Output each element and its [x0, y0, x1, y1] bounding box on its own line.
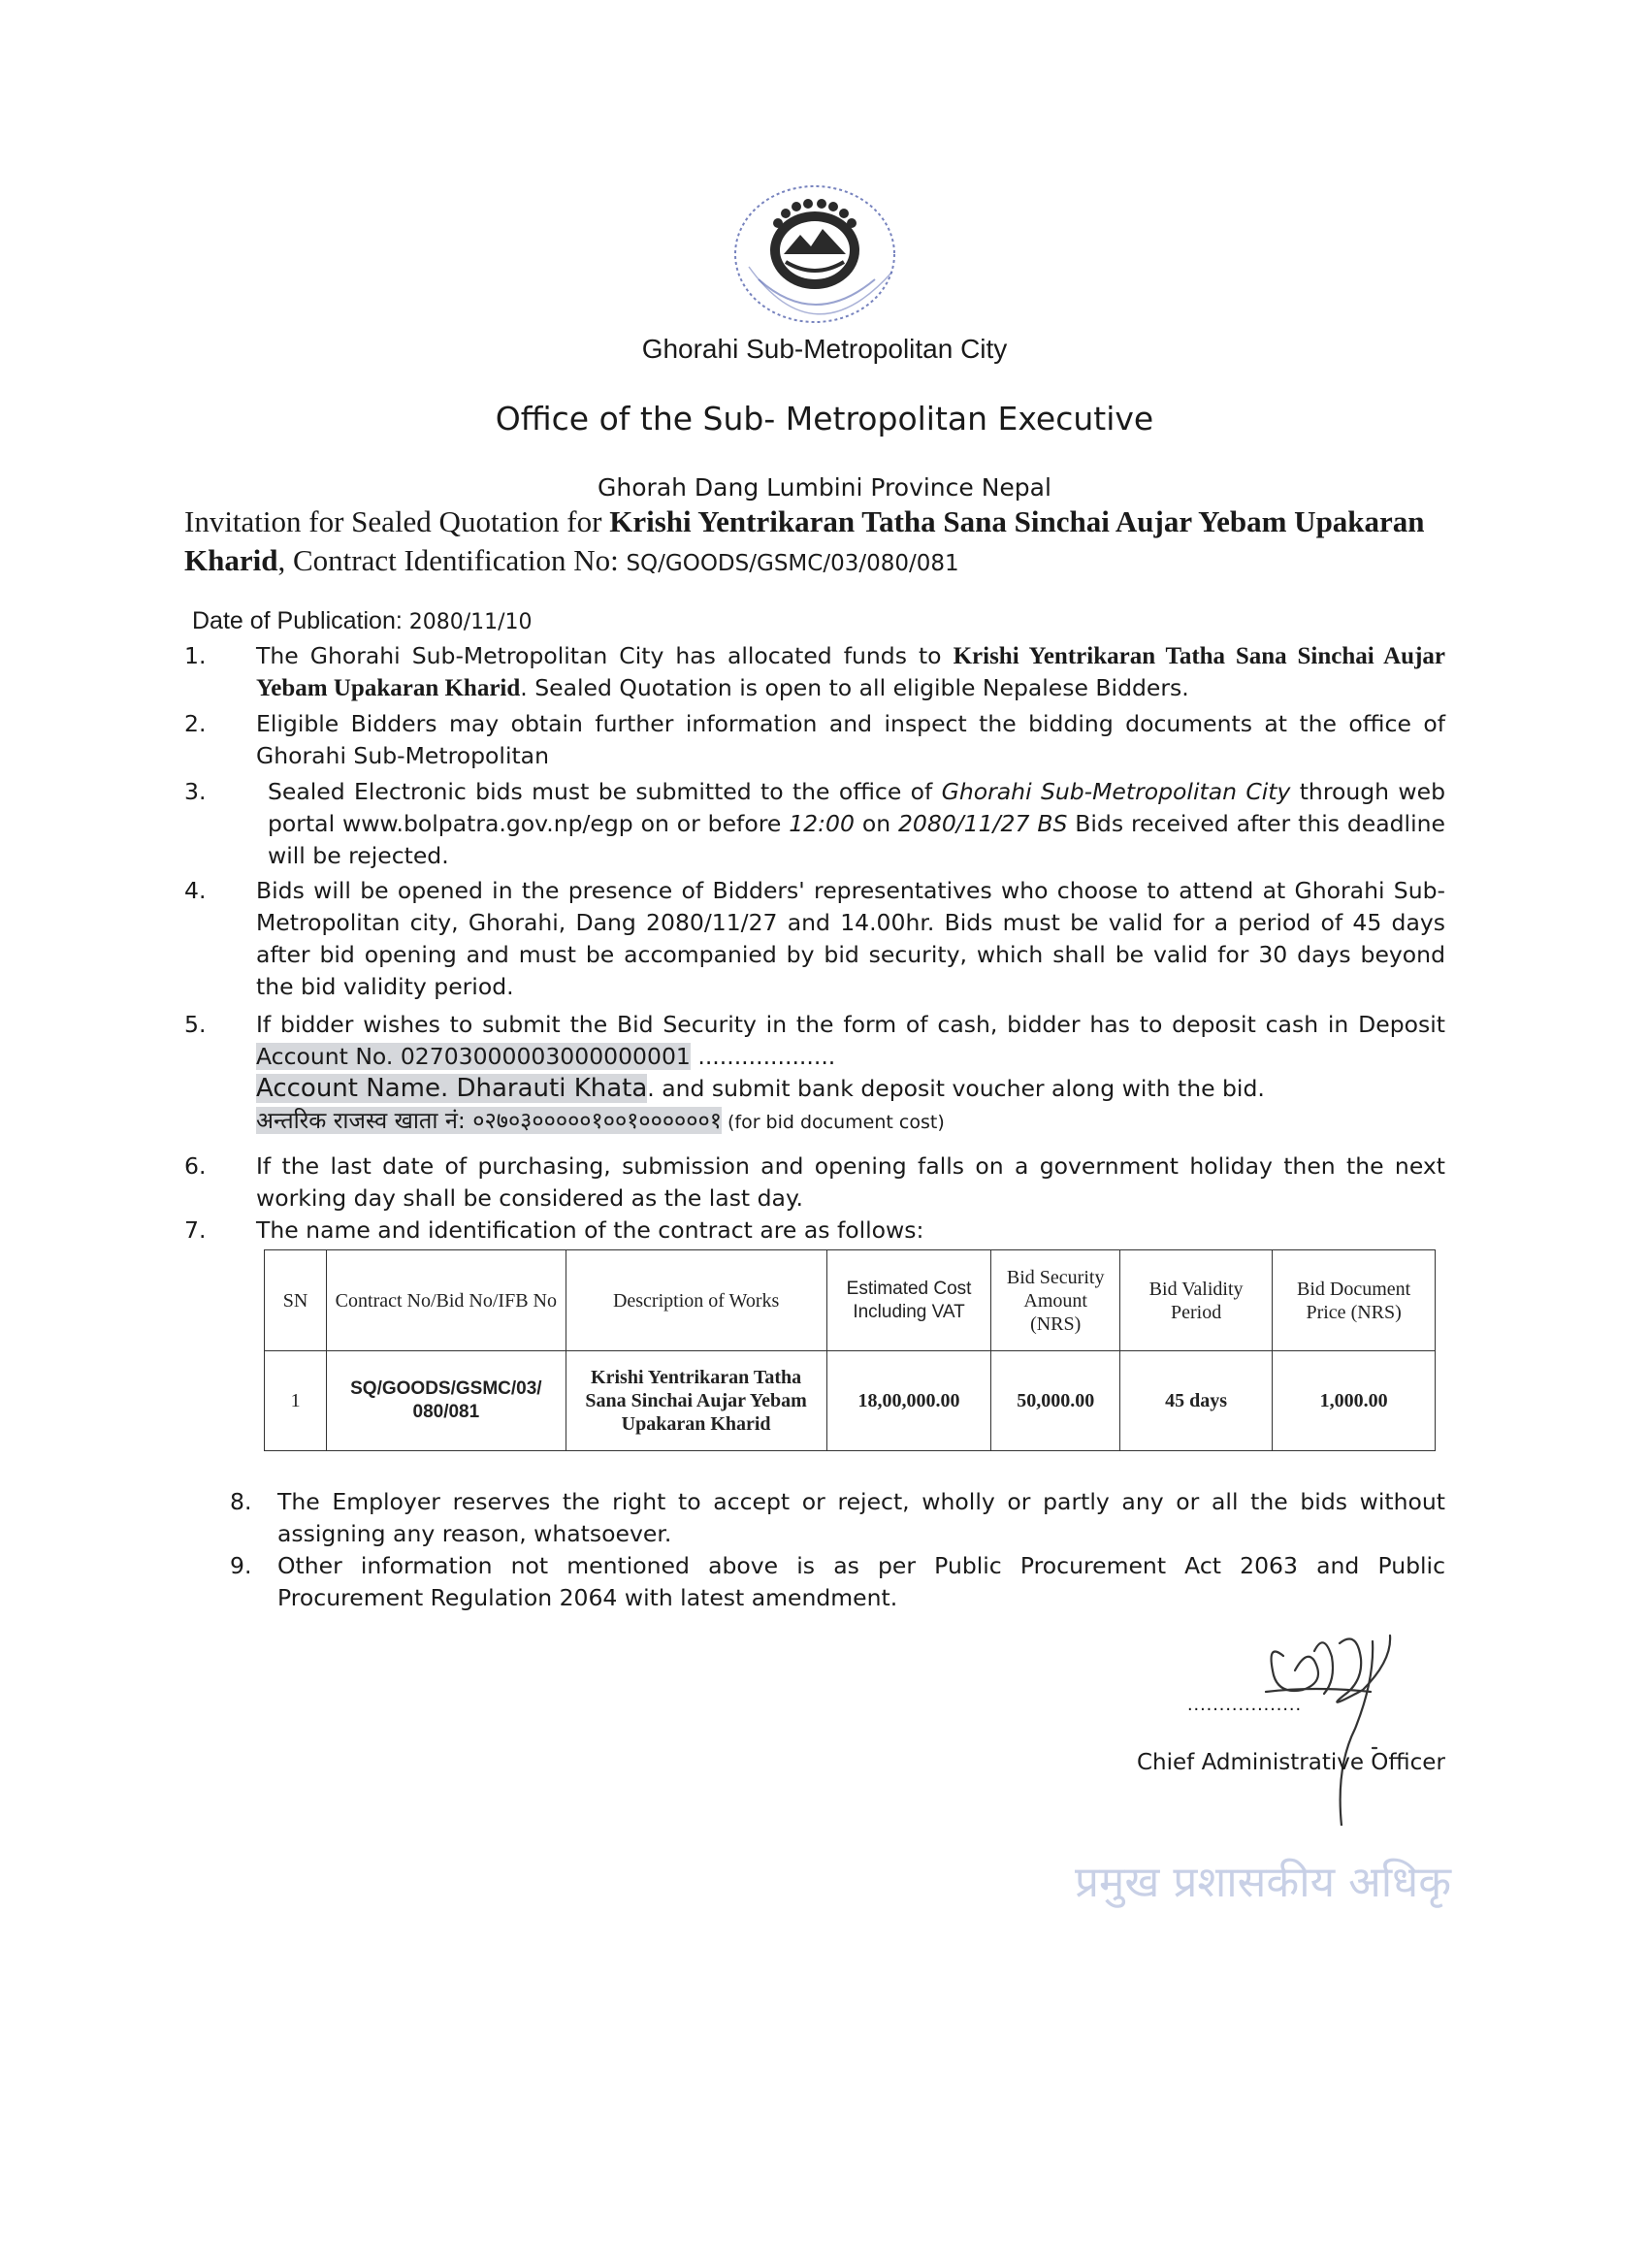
signatory-title: Chief Administrative Officer: [1137, 1750, 1445, 1775]
cell-document-price: 1,000.00: [1273, 1351, 1436, 1451]
official-stamp-text: प्रमुख प्रशासकीय अधिकृ: [1075, 1858, 1451, 1907]
item-number: 2.: [184, 710, 207, 737]
item-number: 1.: [184, 642, 207, 669]
column-header-bid-security: Bid Security Amount (NRS): [991, 1250, 1120, 1351]
item-text: Other information not mentioned above is as per Public Procurement Act 2063 and Public Procurement Regulation 2064 with latest amendment.: [277, 1552, 1445, 1611]
item-number: 4.: [184, 877, 207, 904]
publication-date: [192, 607, 533, 635]
column-header-contract-no: Contract No/Bid No/IFB No: [327, 1250, 566, 1351]
publication-label: Date of Publication:: [192, 607, 409, 634]
cell-contract-no: SQ/GOODS/GSMC/03/ 080/081: [327, 1351, 566, 1451]
list-item-8: [184, 1486, 1445, 1550]
table-header-row: [265, 1250, 1436, 1351]
column-header-validity: Bid Validity Period: [1119, 1250, 1272, 1351]
list-item-5: [184, 1009, 1445, 1145]
list-item-3: [184, 776, 1445, 872]
deposit-account-name: Account Name. Dharauti Khata: [256, 1074, 648, 1103]
contract-table: [264, 1249, 1436, 1451]
item-number: 8.: [230, 1488, 252, 1515]
list-item-1: [184, 640, 1445, 704]
deposit-account-number: Account No. 02703000003000000001: [256, 1043, 691, 1070]
column-header-sn: SN: [265, 1250, 327, 1351]
item-text: Eligible Bidders may obtain further information and inspect the bidding documents at the office of Ghorahi Sub-Metropolitan: [256, 710, 1445, 769]
item-number: 9.: [230, 1552, 252, 1579]
invitation-title: [184, 502, 1445, 583]
list-item-6: [184, 1150, 1445, 1215]
cell-estimated-cost: 18,00,000.00: [826, 1351, 991, 1451]
item-number: 7.: [184, 1216, 207, 1244]
column-header-description: Description of Works: [566, 1250, 826, 1351]
list-item-4: [184, 875, 1445, 1003]
item-text: The Ghorahi Sub-Metropolitan City has allocated funds to Krishi Yentrikaran Tatha Sana Sinchai Aujar Yebam Upakaran Kharid. Sealed Quotation is open to all eligible Nepalese Bidders.: [256, 642, 1445, 701]
item-text: Bids will be opened in the presence of Bidders' representatives who choose to attend at Ghorahi Sub-Metropolitan city, Ghorahi, Dang 2080/11/27 and 14.00hr. Bids must be valid for a period of 45 days after bid opening and must be accompanied by bid security, which shall be valid for 30 days beyond the bid validity period.: [256, 877, 1445, 1000]
item-number: 6.: [184, 1152, 207, 1180]
project-name: Krishi Yentrikaran Tatha Sana Sinchai Aujar Yebam Upakaran Kharid: [184, 504, 1425, 577]
list-item-2: [184, 708, 1445, 772]
cell-description: Krishi Yentrikaran Tatha Sana Sinchai Aujar Yebam Upakaran Kharid: [566, 1351, 826, 1451]
column-header-document-price: Bid Document Price (NRS): [1273, 1250, 1436, 1351]
cell-validity: 45 days: [1119, 1351, 1272, 1451]
address-line: Ghorah Dang Lumbini Province Nepal: [598, 473, 1051, 502]
item-text: The name and identification of the contract are as follows:: [256, 1216, 924, 1244]
officer-signature: [1227, 1622, 1450, 1826]
invitation-prefix: Invitation for Sealed Quotation for: [184, 504, 610, 538]
item-text: If the last date of purchasing, submission and opening falls on a government holiday then the next working day shall be considered as the last day.: [256, 1152, 1445, 1212]
table-row: [265, 1351, 1436, 1451]
list-item-7: [184, 1215, 1445, 1247]
item-number: 3.: [184, 778, 207, 805]
column-header-estimated-cost: Estimated Cost Including VAT: [826, 1250, 991, 1351]
list-item-9: [184, 1550, 1445, 1614]
city-name-heading: Ghorahi Sub-Metropolitan City: [641, 334, 1008, 364]
contract-id: SQ/GOODS/GSMC/03/080/081: [626, 551, 959, 576]
signature-line: ..................: [1187, 1694, 1303, 1715]
item-text: The Employer reserves the right to accept or reject, wholly or partly any or all the bids without assigning any reason, whatsoever.: [277, 1488, 1445, 1547]
cell-sn: 1: [265, 1351, 327, 1451]
revenue-account: अन्तरिक राजस्व खाता नं: ०२७०३०००००१००१००००००१: [256, 1107, 722, 1134]
publication-date-value: 2080/11/10: [408, 610, 533, 634]
office-heading: Office of the Sub- Metropolitan Executive: [495, 400, 1154, 437]
invitation-mid: , Contract Identification No:: [277, 543, 627, 577]
cell-bid-security: 50,000.00: [991, 1351, 1120, 1451]
item-number: 5.: [184, 1011, 207, 1038]
item-text: Sealed Electronic bids must be submitted to the office of Ghorahi Sub-Metropolitan City through web portal www.bolpatra.gov.np/egp on or before 12:00 on 2080/11/27 BS Bids received after this deadline will be rejected.: [268, 778, 1445, 869]
item-text: If bidder wishes to submit the Bid Security in the form of cash, bidder has to deposit cash in Deposit Account No. 02703000003000000001 ................... Account Name. Dharauti Khata. and submit bank deposit voucher along with the bid. अन्तरिक राजस्व खाता नं: ०२७०३०००००१००१००००००१ (for bid document cost): [256, 1011, 1445, 1134]
